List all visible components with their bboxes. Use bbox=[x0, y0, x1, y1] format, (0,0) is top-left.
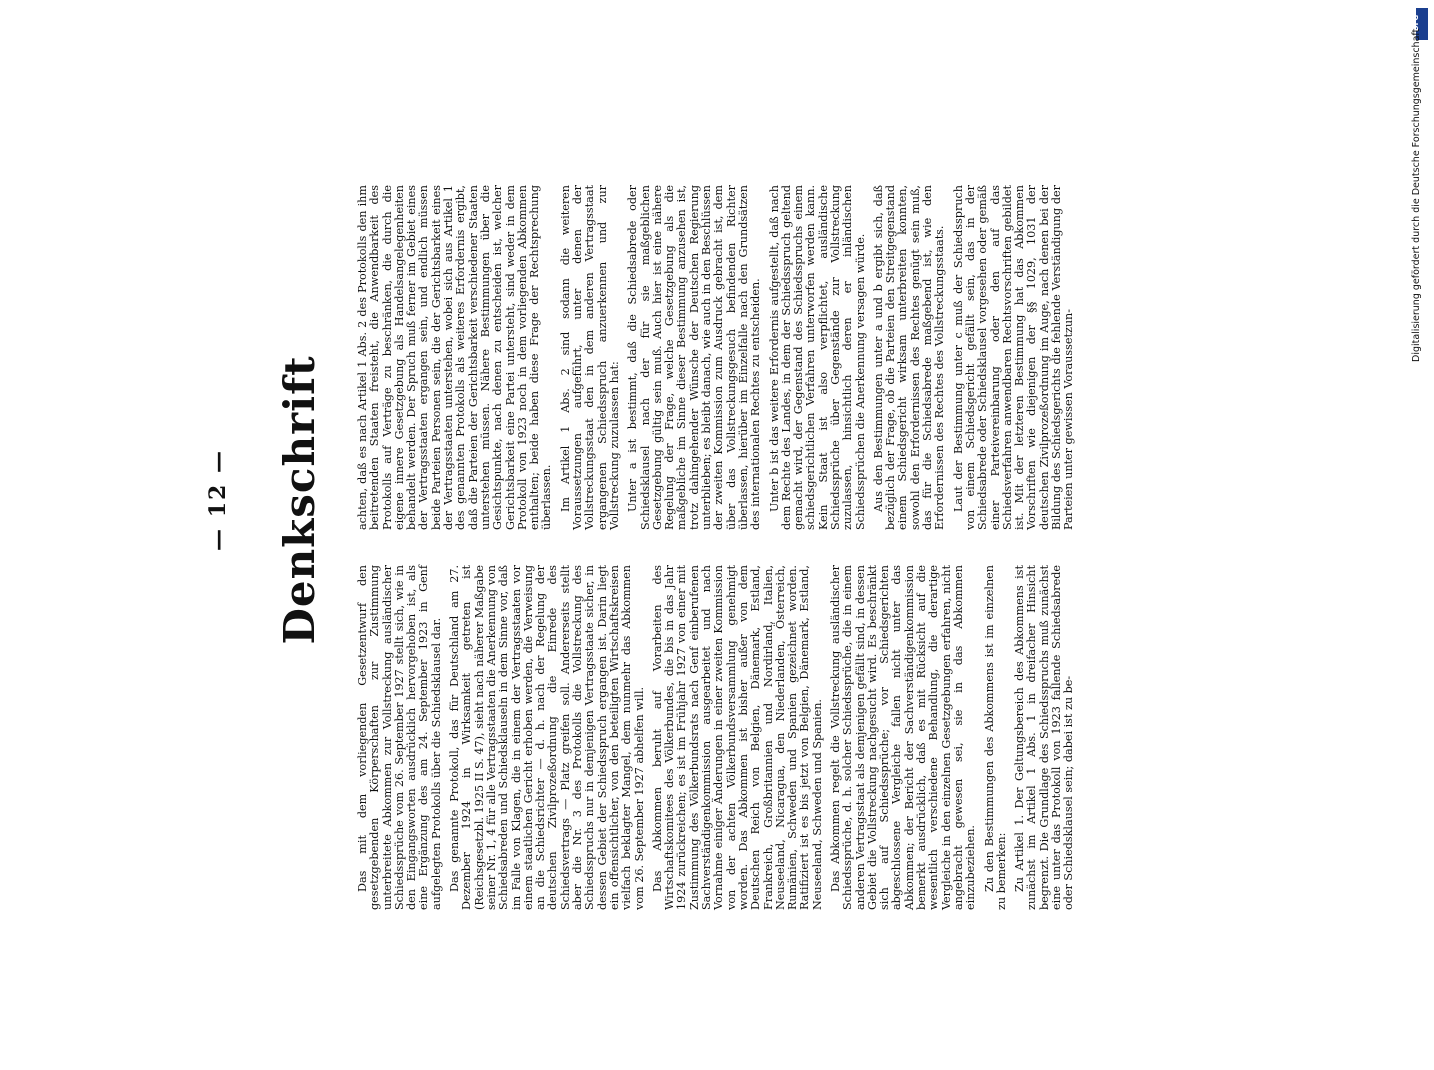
digitization-credit bbox=[1408, 8, 1428, 398]
paragraph: Das mit dem vorliegenden Gesetzentwurf den gesetzgebenden Körperschaften zur Zustimmung unterbreitete Abkommen zur Vollstreckung ausländischer Schiedssprüche vom 26. September 1927 stellt sich, wie in den Eingangsworten ausdrücklich hervorgehoben ist, als eine Ergänzung des am 24. September 1923 in Genf aufgelegten Protokolls über die Schiedsklausel dar. bbox=[356, 565, 443, 910]
paragraph: Unter b ist das weitere Erfordernis aufgestellt, daß nach dem Rechte des Landes, in dem der Schiedsspruch geltend gemacht wird, der Gegenstand des Schiedsspruchs einem schiedsgerichtlichen Verfahren unterworfen werden kann. Kein Staat ist also verpflichtet, ausländische Schiedssprüche über Gegenstände zur Vollstreckung zuzulassen, hinsichtlich deren er inländischen Schiedssprüchen die Anerkennung versagen würde. bbox=[767, 185, 867, 530]
paragraph: Das genannte Protokoll, das für Deutschland am 27. Dezember 1924 in Wirksamkeit getreten ist (Reichsgesetzbl. 1925 II S. 47), sieht nach näherer Maßgabe seiner Nr. 1, 4 für alle Vertragsstaaten die Anerkennung von Schiedsabreden und Schiedsklauseln in dem Sinne vor, daß im Falle von Klagen, die in einem der Vertragsstaaten vor einem staatlichen Gericht erhoben werden, die Verweisung an die Schiedsrichter — d. h. nach der Regelung der deutschen Zivilprozeßordnung die Einrede des Schiedsvertrags — Platz greifen soll. Andererseits stellt aber die Nr. 3 des Protokolls die Vollstreckung des Schiedsspruchs nur in demjenigen Vertragsstaate sicher, in dessen Gebiet der Schiedsspruch ergangen ist. Darin liegt ein offensichtlicher, von den beteiligten Wirtschaftskreisen vielfach beklagter Mangel, dem nunmehr das Abkommen vom 26. September 1927 abhelfen will. bbox=[448, 565, 646, 910]
page-title: Denkschrift bbox=[275, 355, 324, 645]
paragraph: Zu den Bestimmungen des Abkommens ist im einzelnen zu bemerken: bbox=[982, 565, 1008, 910]
paragraph: Zu Artikel 1. Der Geltungsbereich des Abkommens ist zunächst im Artikel 1 Abs. 1 in dreifacher Hinsicht begrenzt. Die Grundlage des Schiedsspruchs muß zunächst eine unter das Protokoll von 1923 fallende Schiedsabrede oder Schiedsklausel sein; dabei ist zu be- bbox=[1013, 565, 1076, 910]
dfg-logo: DFG bbox=[1416, 8, 1428, 40]
page-number: — 12 — bbox=[205, 449, 231, 551]
paragraph: Unter a ist bestimmt, daß die Schiedsabrede oder Schiedsklausel nach der für sie maßgeblichen Gesetzgebung gültig sein muß. Auch hier ist eine nähere Regelung der Frage, welche Gesetzgebung als die maßgebliche im Sinne dieser Bestimmung anzusehen ist, trotz dahingehender Wünsche der Deutschen Regierung unterblieben; es bleibt danach, wie auch in den Beschlüssen der zweiten Kommission zum Ausdruck gebracht ist, dem über das Vollstreckungsgesuch befindenden Richter überlassen, hierüber im Einzelfalle nach den Grundsätzen des internationalen Rechtes zu entscheiden. bbox=[626, 185, 763, 530]
paragraph: achten, daß es nach Artikel 1 Abs. 2 des Protokolls den ihm beitretenden Staaten freisteht, die Anwendbarkeit des Protokolls auf Verträge zu beschränken, die durch die eigene innere Gesetzgebung als Handelsangelegenheiten behandelt werden. Der Spruch muß ferner im Gebiet eines der Vertragsstaaten ergangen sein, und endlich müssen beide Parteien Personen sein, die der Gerichtsbarkeit eines der Vertragsstaaten unterstehen, wobei sich aus Artikel 1 des genannten Protokolls als weiteres Erfordernis ergibt, daß die Parteien der Gerichtsbarkeit verschiedener Staaten unterstehen müssen. Nähere Bestimmungen über die Gesichtspunkte, nach denen zu entscheiden ist, welcher Gerichtsbarkeit eine Partei untersteht, sind weder in dem Protokoll von 1923 noch in dem vorliegenden Abkommen enthalten; beide haben diese Frage der Rechtsprechung überlassen. bbox=[356, 185, 554, 530]
paragraph: Laut der Bestimmung unter c muß der Schiedsspruch von einem Schiedsgericht gefällt sein, das in der Schiedsabrede oder Schiedsklausel vorgesehen oder gemäß einer Parteivereinbarung oder den auf das Schiedsverfahren anwendbaren Rechtsvorschriften gebildet ist. Mit der letzteren Bestimmung hat das Abkommen Vorschriften wie diejenigen der §§ 1029, 1031 der deutschen Zivilprozeßordnung im Auge, nach denen bei der Bildung des Schiedsgerichts die fehlende Verständigung der Parteien unter gewissen Voraussetzun- bbox=[951, 185, 1076, 530]
paragraph: Das Abkommen regelt die Vollstreckung ausländischer Schiedssprüche, d. h. solcher Schiedssprüche, die in einem anderen Vertragsstaat als demjenigen gefällt sind, in dessen Gebiet die Vollstreckung nachgesucht wird. Es beschränkt sich auf Schiedssprüche; vor Schiedsgerichten abgeschlossene Vergleiche fallen nicht unter das Abkommen; der Bericht der Sachverständigenkommission bemerkt ausdrücklich, daß es mit Rücksicht auf die wesentlich verschiedene Behandlung, die derartige Vergleiche in den einzelnen Gesetzgebungen erfahren, nicht angebracht gewesen sei, sie in das Abkommen einzubeziehen. bbox=[828, 565, 978, 910]
paragraph: Das Abkommen beruht auf Vorarbeiten des Wirtschaftskomitees des Völkerbundes, die bis in das Jahr 1924 zurückreichen; es ist im Frühjahr 1927 von einer mit Zustimmung des Völkerbundsrats nach Genf einberufenen Sachverständigenkommission ausgearbeitet und nach Vornahme einiger Änderungen in einer zweiten Kommission von der achten Völkerbundsversammlung genehmigt worden. Das Abkommen ist bisher außer von dem Deutschen Reich von Belgien, Dänemark, Estland, Frankreich, Großbritannien und Nordirland, Italien, Neuseeland, Nicaragua, den Niederlanden, Österreich, Rumänien, Schweden und Spanien gezeichnet worden. Ratifiziert ist es bis jetzt von Belgien, Dänemark, Estland, Neuseeland, Schweden und Spanien. bbox=[650, 565, 824, 910]
right-text-column bbox=[357, 185, 1082, 530]
paragraph: Im Artikel 1 Abs. 2 sind sodann die weiteren Voraussetzungen aufgeführt, unter denen der Vollstreckungsstaat den in dem anderen Vertragsstaat ergangenen Schiedsspruch anzuerkennen und zur Vollstreckung zuzulassen hat: bbox=[558, 185, 621, 530]
left-text-column bbox=[357, 565, 1082, 910]
rotated-document-page bbox=[197, 185, 1337, 1070]
credit-text: Digitalisierung gefördert durch die Deutsche Forschungsgemeinschaft bbox=[1411, 28, 1422, 362]
paragraph: Aus den Bestimmungen unter a und b ergibt sich, daß bezüglich der Frage, ob die Parteien den Streitgegenstand einem Schiedsgericht wirksam unterbreiten konnten, sowohl den Erfordernissen des Rechtes genügt sein muß, das für die Schiedsabrede maßgebend ist, wie den Erfordernissen des Rechtes des Vollstreckungsstaats. bbox=[871, 185, 947, 530]
